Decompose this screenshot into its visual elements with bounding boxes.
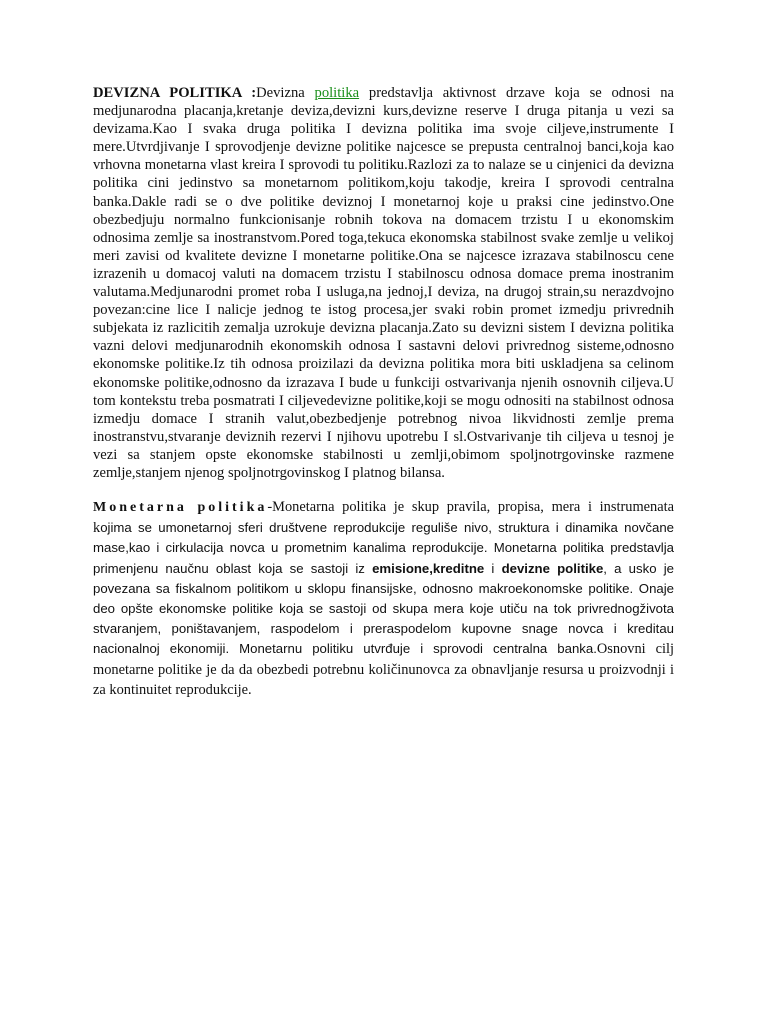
paragraph-heading-monetarna: Monetarna politika: [93, 500, 268, 516]
heading-dash: -: [267, 499, 273, 516]
paragraph-body-text: predstavlja aktivnost drzave koja se odnosi na medjunarodna placanja,kretanje deviza,devizni kurs,devizne reserve I druga pitanja u vezi sa devizama.Kao I svaka druga politika I devizna politika ima svoje ciljeve,instrumente I mere.Utvrdjivanje I sprovodjenje devizne politike najcesce se prepusta centralnoj banci,koja kao vrhovna monetarna vlast kreira I sprovodi tu politiku.Razlozi za to nalaze se u cinjenici da devizna politika cini jedinstvo sa monetarnom politikom,koju takodje, kreira I sprovodi centralna banka.Dakle radi se o dve politike deviznoj I monetarnoj koje u praksi cine jedinstvo.One obezbedjuju normalno funkcionisanje robnih tokova na domacem trzistu I u ekonomskim odnosima zemlje sa inostranstvom.Pored toga,tekuca ekonomska stabilnost svake zemlje u velikoj meri zavisi od kvalitete devizne I monetarne politike.Ona se najcesce izrazava stabilnoscu cene izrazenih u domacoj valuti na domacem trzistu I stabilnoscu odnosa domace prema inostranim valutama.Medjunarodni promet roba I usluga,na jednoj,I deviza, na drugoj strain,su nerazdvojno povezan:cine lice I nalicje jednog te istog procesa,jer svaki robin promet izmedju privrednih subjekata iz razlicitih zemalja uzrokuje devizna placanja.Zato su devizni sistem I devizna politika vazni delovi medjunarodnih ekonomskih odnosa I sastavni delovi privrednog sisteme,odnosno ekonomske politike.Iz tih odnosa proizilazi da devizna politika mora biti uskladjena sa celinom ekonomske politike,odnosno da izrazava I bude u funkciji ostvarivanja njenih osnovnih ciljeva.U tom kontekstu treba posmatrati I ciljevedevizne politike,koji se mogu odnositi na stabilnost odnosa izmedju domace I stranih valut,obezbedjenje potrebnog nivoa likvidnosti zemlje prema inostranstvu,stvaranje deviznih rezervi I njihovu upotrebu I sl.Ostvarivanje tih ciljeva u tesnoj je vezi sa stanjem opste ekonomske stabilnosti u zemlji,obimom spoljnotrgovinske razmene zemlje,stanjem njenog spoljnotrgovinskog I platnog bilansa.: [93, 85, 674, 481]
paragraph-sans-text-1: ojima se umonetarnoj sferi društvene reprodukcije reguliše nivo, struktura i dinamika novčane mase,kao i cirkulacija novca u prometnim kanalima reprodukcije. Monetarna politika predstavlja primenjenu naučnu oblast koja se sastoji iz: [93, 520, 674, 576]
paragraph-lead-text: Devizna: [256, 85, 315, 101]
bold-devizne-politike: devizne politike: [501, 560, 604, 576]
paragraph-monetarna-politika: [93, 497, 674, 700]
paragraph-sans-text-2: , a usko je povezana sa fiskalnom politikom u sklopu finansijske, odnosno makroekonomske politike. Onaje deo opšte ekonomske politike koja se sastoji od skupa mera koje utiču na tok privrednogživota stvaranjem, poništavanjem, raspodelom i preraspodelom kupovne snage novca i kreditau nacionalnoj ekonomiji. Monetarnu politiku utvrđuje i sprovodi centralna banka.: [93, 560, 674, 657]
paragraph-serif-lead: Monetarna politika je skup pravila, propisa, mera i instrumenata k: [93, 499, 674, 537]
paragraph-devizna-politika: [93, 84, 674, 482]
conjunction-i: i: [484, 560, 502, 576]
paragraph-serif-tail: Osnovni cilj monetarne politike je da da obezbedi potrebnu količinunovca za obnavljanje resursa u proizvodnji i za kontinuitet reprodukcije.: [93, 641, 674, 698]
document-page: [93, 84, 674, 700]
politika-link[interactable]: politika: [314, 85, 360, 101]
bold-emisione-kreditne: emisione,kreditne: [372, 560, 485, 576]
paragraph-heading-devizna: DEVIZNA POLITIKA :: [93, 85, 257, 101]
